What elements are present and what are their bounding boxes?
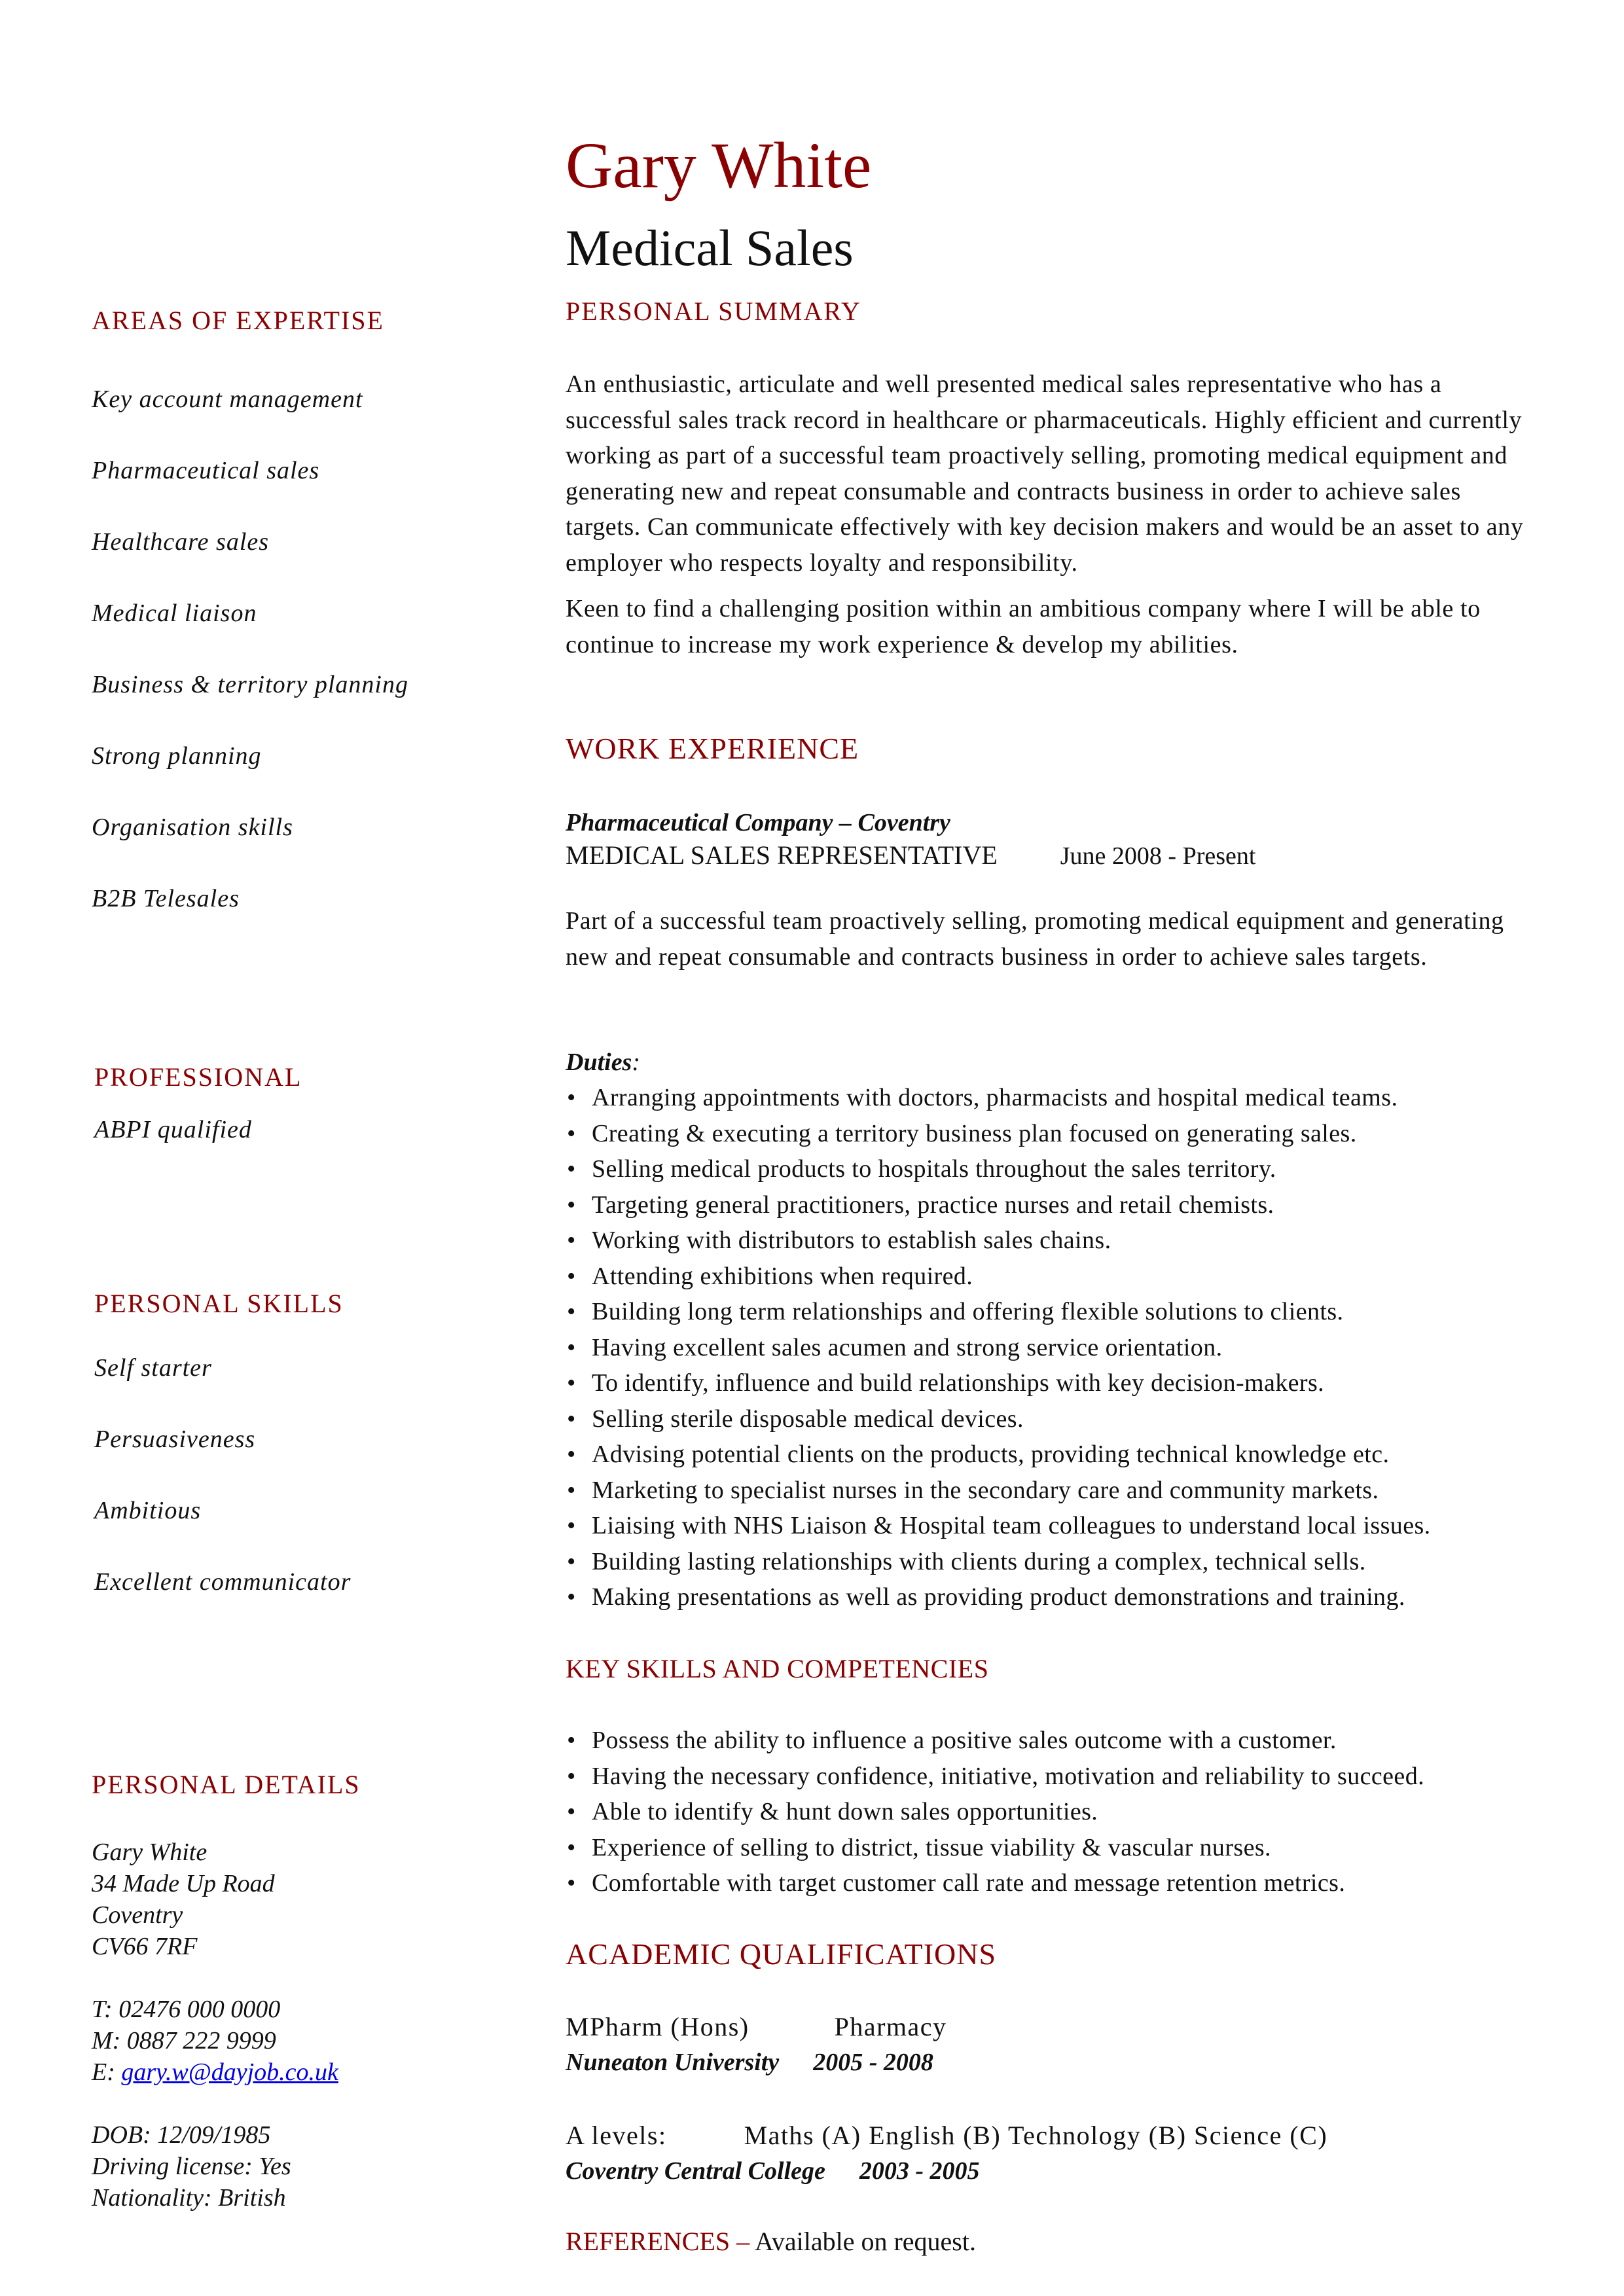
alevels-line <box>566 2118 1534 2153</box>
degree-line <box>566 2009 1534 2045</box>
duty-item: • Having excellent sales acumen and strong service orientation. <box>566 1330 1534 1366</box>
professional-section <box>94 1062 513 1145</box>
duty-item: • Marketing to specialist nurses in the secondary care and community markets. <box>566 1473 1534 1509</box>
duty-item: • To identify, influence and build relationships with key decision-makers. <box>566 1365 1534 1401</box>
spacer <box>92 1962 511 1994</box>
duty-item: • Targeting general practitioners, practice nurses and retail chemists. <box>566 1187 1534 1223</box>
personal-details-section <box>92 1769 511 1801</box>
alevels-grades: Maths (A) English (B) Technology (B) Science (C) <box>744 2121 1328 2150</box>
skill-item: Ambitious <box>94 1497 202 1524</box>
duties-label: Duties <box>566 1049 632 1076</box>
duty-item: • Selling sterile disposable medical devices. <box>566 1401 1534 1437</box>
college-years: 2003 - 2005 <box>859 2157 980 2185</box>
detail-name: Gary White <box>92 1839 208 1866</box>
personal-summary-section <box>566 296 1534 327</box>
spacer <box>92 2088 511 2119</box>
academic-heading: ACADEMIC QUALIFICATIONS <box>566 1937 997 1971</box>
company-name: Pharmaceutical Company – Coventry <box>566 809 950 836</box>
detail-postcode: CV66 7RF <box>92 1933 198 1960</box>
detail-address: 34 Made Up Road <box>92 1870 275 1897</box>
references-text: Available on request. <box>754 2227 976 2256</box>
summary-paragraph: Keen to find a challenging position within an ambitious company where I will be able to continue to increase my work experience & develop my abilities. <box>566 595 1481 658</box>
duties-list <box>566 1080 1534 1615</box>
detail-mobile: M: 0887 222 9999 <box>92 2027 276 2054</box>
duty-item: • Creating & executing a territory business plan focused on generating sales. <box>566 1116 1534 1152</box>
academic-section <box>566 1939 1534 1970</box>
detail-phone: T: 02476 000 0000 <box>92 1996 281 2023</box>
key-skill-item: • Comfortable with target customer call rate and message retention metrics. <box>566 1865 1534 1901</box>
personal-skills-heading: PERSONAL SKILLS <box>94 1289 344 1318</box>
personal-skills-section <box>94 1288 513 1319</box>
duty-item: • Selling medical products to hospitals throughout the sales territory. <box>566 1151 1534 1187</box>
references-heading: REFERENCES <box>566 2227 731 2256</box>
key-skill-item: • Experience of selling to district, tissue viability & vascular nurses. <box>566 1830 1534 1866</box>
professional-item: ABPI qualified <box>94 1116 252 1143</box>
detail-license: Driving license: Yes <box>92 2153 291 2180</box>
areas-of-expertise-heading: AREAS OF EXPERTISE <box>92 306 384 335</box>
university-line <box>566 2045 1534 2080</box>
skill-item: Persuasiveness <box>94 1426 256 1453</box>
job-description <box>566 903 1534 975</box>
skill-item: Excellent communicator <box>94 1568 352 1596</box>
job-title-line <box>566 839 1534 872</box>
references-separator: – <box>736 2227 750 2256</box>
candidate-name: Gary White <box>566 129 872 202</box>
personal-details-heading: PERSONAL DETAILS <box>92 1770 361 1799</box>
duty-item: • Building long term relationships and offering flexible solutions to clients. <box>566 1294 1534 1330</box>
detail-dob: DOB: 12/09/1985 <box>92 2121 271 2149</box>
alevels-entry <box>566 2118 1534 2189</box>
duty-item: • Liaising with NHS Liaison & Hospital team colleagues to understand local issues. <box>566 1508 1534 1544</box>
duties-colon: : <box>632 1049 641 1076</box>
duty-item: • Advising potential clients on the products, providing technical knowledge etc. <box>566 1437 1534 1473</box>
duty-item: • Attending exhibitions when required. <box>566 1259 1534 1295</box>
detail-city: Coventry <box>92 1901 183 1929</box>
key-skills-list <box>566 1723 1534 1901</box>
personal-summary-heading: PERSONAL SUMMARY <box>566 296 861 326</box>
detail-email-line <box>92 2056 511 2088</box>
summary-paragraph: An enthusiastic, articulate and well presented medical sales representative who has a successful sales track record in healthcare or pharmaceuticals. Highly efficient and currently working as part of a successful team proactively selling, promoting medical equipment and generating new and repeat consumable and contracts business in order to achieve sales targets. Can communicate effectively with key decision makers and would be an asset to any employer who respects loyalty and responsibility. <box>566 370 1524 577</box>
references-line <box>566 2225 1534 2258</box>
duty-item: • Building lasting relationships with clients during a complex, technical sells. <box>566 1544 1534 1580</box>
expertise-item: Healthcare sales <box>92 528 270 556</box>
key-skill-item: • Possess the ability to influence a positive sales outcome with a customer. <box>566 1723 1534 1759</box>
university-years: 2005 - 2008 <box>813 2049 933 2076</box>
detail-nationality: Nationality: British <box>92 2184 286 2212</box>
candidate-role: Medical Sales <box>566 219 854 276</box>
email-prefix: E: <box>92 2058 115 2086</box>
duty-item: • Working with distributors to establish sales chains. <box>566 1223 1534 1259</box>
work-experience-section <box>566 733 1534 764</box>
duties-heading <box>566 1046 1534 1079</box>
expertise-item: Organisation skills <box>92 814 293 841</box>
alevels-label: A levels: <box>566 2121 667 2150</box>
expertise-item: Key account management <box>92 386 363 413</box>
expertise-item: Strong planning <box>92 742 262 770</box>
expertise-item: B2B Telesales <box>92 885 240 912</box>
expertise-item: Medical liaison <box>92 600 257 627</box>
areas-of-expertise-section <box>92 305 511 336</box>
key-skill-item: • Having the necessary confidence, initiative, motivation and reliability to succeed. <box>566 1759 1534 1795</box>
personal-details <box>92 1837 511 2214</box>
expertise-item: Business & territory planning <box>92 671 408 698</box>
duty-item: • Arranging appointments with doctors, pharmacists and hospital medical teams. <box>566 1080 1534 1116</box>
key-skills-section <box>566 1653 1534 1685</box>
expertise-list <box>92 384 511 954</box>
job-title: MEDICAL SALES REPRESENTATIVE <box>566 840 998 870</box>
email-link[interactable]: gary.w@dayjob.co.uk <box>121 2058 338 2086</box>
key-skills-heading: KEY SKILLS AND COMPETENCIES <box>566 1654 989 1683</box>
skill-item: Self starter <box>94 1354 212 1382</box>
duties-section <box>566 1046 1534 1615</box>
job-dates: June 2008 - Present <box>1060 842 1256 870</box>
university-name: Nuneaton University <box>566 2049 780 2076</box>
expertise-item: Pharmaceutical sales <box>92 457 320 484</box>
professional-heading: PROFESSIONAL <box>94 1062 302 1092</box>
job-description-text: Part of a successful team proactively selling, promoting medical equipment and generating new and repeat consumable and contracts business in order to achieve sales targets. <box>566 907 1504 971</box>
degree-name: MPharm (Hons) <box>566 2012 749 2041</box>
college-line <box>566 2153 1534 2189</box>
duty-item: • Making presentations as well as providing product demonstrations and training. <box>566 1579 1534 1615</box>
personal-summary-body <box>566 367 1534 662</box>
college-name: Coventry Central College <box>566 2157 825 2185</box>
work-experience-heading: WORK EXPERIENCE <box>566 732 859 765</box>
job-entry <box>566 806 1534 872</box>
degree-entry <box>566 2009 1534 2080</box>
key-skills-body <box>566 1723 1534 1901</box>
key-skill-item: • Able to identify & hunt down sales opportunities. <box>566 1794 1534 1830</box>
degree-subject: Pharmacy <box>834 2012 947 2041</box>
personal-skills-list <box>94 1352 513 1638</box>
